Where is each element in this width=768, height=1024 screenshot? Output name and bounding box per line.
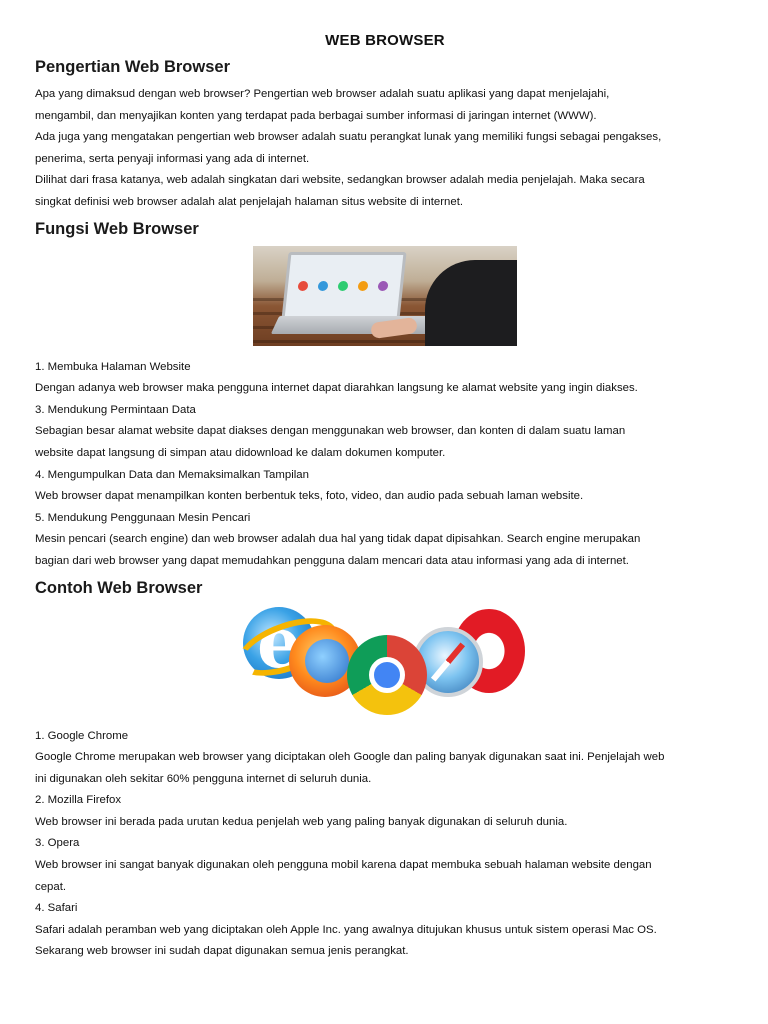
paragraph-line: website dapat langsung di simpan atau didownload ke dalam dokumen komputer. bbox=[35, 446, 446, 459]
section-heading-fungsi: Fungsi Web Browser bbox=[35, 219, 199, 238]
laptop-photo bbox=[253, 246, 517, 346]
paragraph-line: Google Chrome merupakan web browser yang diciptakan oleh Google dan paling banyak digunakan saat ini. Penjelajah web bbox=[35, 751, 665, 764]
paragraph-line: Mesin pencari (search engine) dan web browser adalah dua hal yang tidak dapat dipisahkan. Search engine merupakan bbox=[35, 533, 641, 546]
paragraph-line: Safari adalah peramban web yang diciptakan oleh Apple Inc. yang awalnya ditujukan khusus untuk sistem operasi Mac OS. bbox=[35, 923, 657, 936]
paragraph-line: Web browser ini sangat banyak digunakan oleh pengguna mobil karena dapat membuka sebuah halaman website dengan bbox=[35, 859, 652, 872]
paragraph-line: Dilihat dari frasa katanya, web adalah singkatan dari website, sedangkan browser adalah media penjelajah. Maka secara bbox=[35, 174, 645, 187]
paragraph-line: Web browser dapat menampilkan konten berbentuk teks, foto, video, dan audio pada sebuah laman website. bbox=[35, 490, 584, 503]
list-item: 3. Mendukung Permintaan Data bbox=[35, 403, 196, 416]
document-title: WEB BROWSER bbox=[325, 32, 445, 49]
list-item: 1. Membuka Halaman Website bbox=[35, 360, 191, 373]
section-heading-contoh: Contoh Web Browser bbox=[35, 578, 203, 597]
paragraph-line: mengambil, dan menyajikan konten yang terdapat pada berbagai sumber informasi di jaringan internet (WWW). bbox=[35, 109, 597, 122]
laptop-photo-figure bbox=[35, 246, 735, 351]
section-heading-pengertian: Pengertian Web Browser bbox=[35, 58, 230, 76]
laptop-screen bbox=[281, 252, 406, 320]
list-item: 1. Google Chrome bbox=[35, 729, 129, 742]
list-item: 4. Mengumpulkan Data dan Memaksimalkan Tampilan bbox=[35, 468, 309, 481]
paragraph-line: cepat. bbox=[35, 880, 67, 893]
paragraph-line: penerima, serta penyaji informasi yang ada di internet. bbox=[35, 152, 310, 165]
paragraph-line: Ada juga yang mengatakan pengertian web browser adalah suatu perangkat lunak yang memiliki fungsi sebagai pengakses, bbox=[35, 131, 662, 144]
browser-logos-figure bbox=[35, 605, 735, 720]
paragraph-line: bagian dari web browser yang dapat memudahkan pengguna dalam mencari data atau informasi yang ada di internet. bbox=[35, 554, 629, 567]
paragraph-line: Sebagian besar alamat website dapat diakses dengan menggunakan web browser, dan konten di dalam suatu laman bbox=[35, 425, 626, 438]
list-item: 5. Mendukung Penggunaan Mesin Pencari bbox=[35, 511, 251, 524]
list-item: 2. Mozilla Firefox bbox=[35, 794, 122, 807]
paragraph-line: Sekarang web browser ini sudah dapat digunakan semua jenis perangkat. bbox=[35, 945, 409, 958]
paragraph-line: Web browser ini berada pada urutan kedua penjelah web yang paling banyak digunakan di seluruh dunia. bbox=[35, 815, 568, 828]
paragraph-line: singkat definisi web browser adalah alat penjelajah halaman situs website di internet. bbox=[35, 195, 464, 208]
browser-logos bbox=[235, 605, 535, 715]
list-item: 4. Safari bbox=[35, 902, 78, 915]
document-page bbox=[35, 28, 735, 963]
paragraph-line: Dengan adanya web browser maka pengguna internet dapat diarahkan langsung ke alamat website yang ingin diakses. bbox=[35, 382, 638, 395]
paragraph-line: Apa yang dimaksud dengan web browser? Pengertian web browser adalah suatu aplikasi yang dapat menjelajahi, bbox=[35, 88, 610, 100]
list-item: 3. Opera bbox=[35, 837, 80, 850]
paragraph-line: ini digunakan oleh sekitar 60% pengguna internet di seluruh dunia. bbox=[35, 772, 372, 785]
chrome-icon bbox=[347, 635, 427, 715]
